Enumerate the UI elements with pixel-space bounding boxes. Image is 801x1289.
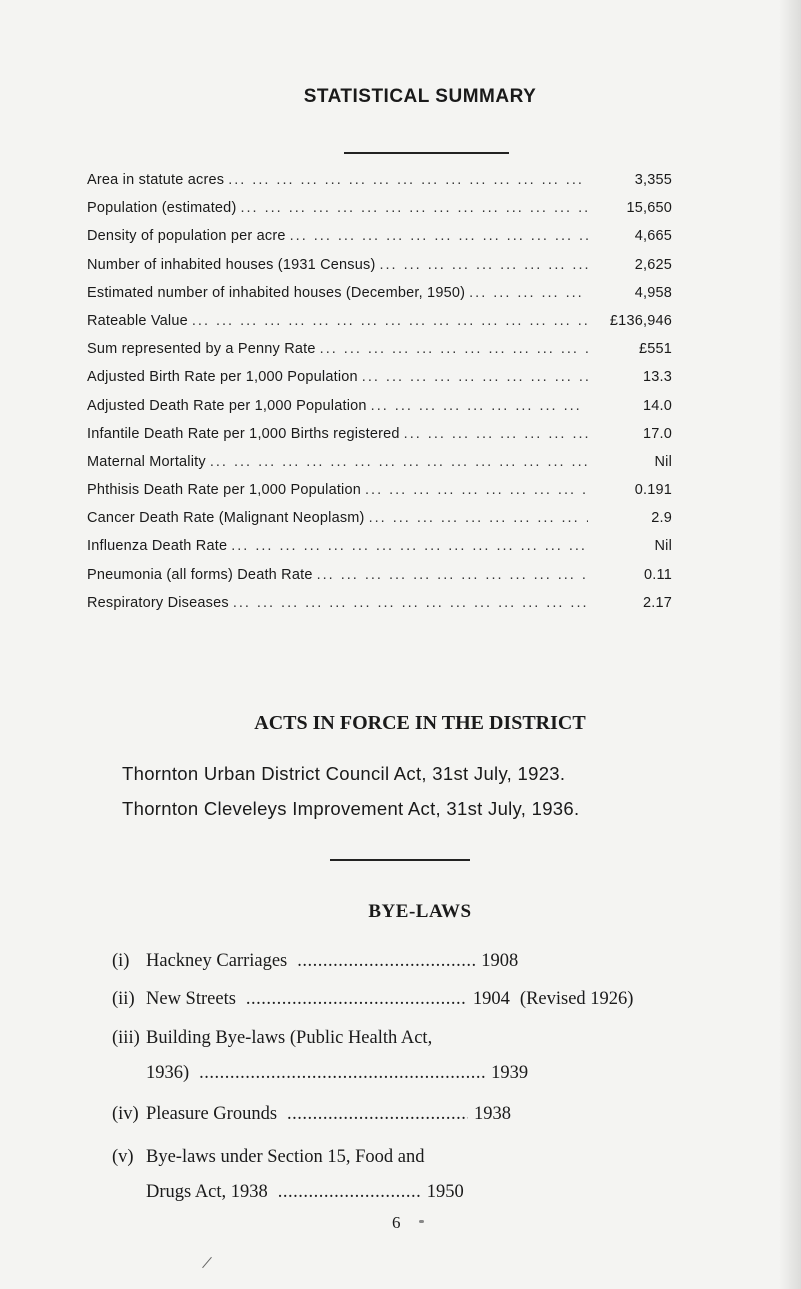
stat-row [87,222,672,250]
stat-row [87,363,672,391]
byelaws-heading: BYE-LAWS [368,901,472,922]
byelaw-label: New Streets [146,989,236,1009]
stat-label: Number of inhabited houses (1931 Census) [87,256,376,273]
stat-label: Estimated number of inhabited houses (December, 1950) [87,284,466,301]
stat-value: 4,958 [634,284,672,301]
stat-label: Rateable Value [87,312,188,329]
stat-label: Area in statute acres [87,172,225,188]
leader-dots [380,251,589,279]
print-speck [419,1220,424,1223]
stat-value: 14.0 [642,397,672,414]
leader-dots [365,476,588,504]
stat-value: Nil [654,538,672,555]
leader-dots [233,589,588,617]
byelaw-label-continuation: Drugs Act, 1938 [146,1182,268,1202]
stat-label: Influenza Death Rate [87,538,228,555]
leader-dots [240,194,588,222]
leader-dots [404,420,588,448]
byelaw-item [112,982,752,1017]
stat-row [87,307,672,335]
stat-value: 4,665 [634,228,672,245]
leader-dots [369,504,588,532]
page-title: STATISTICAL SUMMARY [303,86,537,107]
leader-dots [231,532,588,560]
byelaw-number: (i) [112,951,130,971]
stat-value: £136,946 [609,312,672,329]
stat-label: Pneumonia (all forms) Death Rate [87,566,313,583]
leader-dots [290,222,588,250]
leader-dots [287,1097,468,1132]
stat-label: Sum represented by a Penny Rate [87,341,316,358]
leader-dots [192,307,588,335]
stat-value: £551 [638,341,672,358]
page-number: 6 [392,1213,401,1232]
stat-row [87,194,672,222]
stat-label: Infantile Death Rate per 1,000 Births registered [87,425,400,442]
stat-row [87,589,672,617]
leader-dots [210,448,588,476]
stat-row [87,420,672,448]
act-item: Thornton Urban District Council Act, 31st July, 1923. [122,763,566,784]
byelaw-label-continuation: 1936) [146,1063,190,1083]
stat-value: 0.11 [644,566,672,583]
stat-label: Population (estimated) [87,200,237,217]
stat-label: Cancer Death Rate (Malignant Neoplasm) [87,510,365,527]
leader-dots [320,335,588,363]
byelaw-item [112,1097,752,1132]
stat-label: Adjusted Birth Rate per 1,000 Population [87,369,358,386]
stat-row [87,476,672,504]
stat-row [87,561,672,589]
leader-dots [469,279,588,307]
leader-dots [317,561,588,589]
stat-row [87,335,672,363]
byelaw-label: Hackney Carriages [146,951,288,971]
leader-dots [362,363,588,391]
title-divider [344,152,509,154]
byelaw-item [112,1140,752,1210]
byelaw-label: Bye-laws under Section 15, Food and [146,1147,425,1167]
page-edge-shadow [779,0,801,1289]
byelaw-note: (Revised 1926) [519,989,634,1009]
stat-row [87,392,672,420]
byelaw-item [112,944,752,979]
paper-scratch [202,1257,212,1268]
stat-row [87,279,672,307]
stat-value: Nil [654,453,672,470]
leader-dots [228,166,588,194]
stat-value: 2.17 [642,594,672,611]
act-item: Thornton Cleveleys Improvement Act, 31st July, 1936. [122,798,580,819]
stat-row [87,251,672,279]
leader-dots [297,944,475,979]
stat-label: Respiratory Diseases [87,594,229,611]
byelaw-label: Pleasure Grounds [146,1104,278,1124]
stat-value: 0.191 [634,482,672,499]
statistics-list [87,166,672,617]
stat-row [87,532,672,560]
byelaw-year: 1938 [474,1104,512,1124]
stat-value: 17.0 [642,425,672,442]
leader-dots [246,982,467,1017]
acts-list [122,756,579,826]
stat-value: 3,355 [634,172,672,188]
stat-row [87,504,672,532]
stat-label: Maternal Mortality [87,453,206,470]
byelaws-list [112,944,752,1210]
byelaw-year: 1908 [481,951,519,971]
stat-value: 13.3 [642,369,672,386]
byelaw-item [112,1021,752,1091]
byelaw-year: 1939 [491,1063,529,1083]
leader-dots [371,392,588,420]
byelaw-number: (ii) [112,989,135,1009]
byelaw-number: (v) [112,1147,134,1167]
byelaw-number: (iii) [112,1028,140,1048]
stat-row [87,448,672,476]
leader-dots [199,1056,485,1091]
acts-heading: ACTS IN FORCE IN THE DISTRICT [254,712,586,734]
stat-label: Density of population per acre [87,228,286,245]
stat-row [87,166,672,194]
byelaw-label: Building Bye-laws (Public Health Act, [146,1028,433,1048]
acts-divider [330,859,470,861]
stat-value: 15,650 [626,200,672,217]
stat-value: 2.9 [651,510,672,527]
byelaw-number: (iv) [112,1104,139,1124]
stat-label: Adjusted Death Rate per 1,000 Population [87,397,367,414]
stat-label: Phthisis Death Rate per 1,000 Population [87,482,362,499]
leader-dots [278,1175,421,1210]
byelaw-year: 1904 [472,989,510,1009]
stat-value: 2,625 [634,256,672,273]
byelaw-year: 1950 [426,1182,464,1202]
